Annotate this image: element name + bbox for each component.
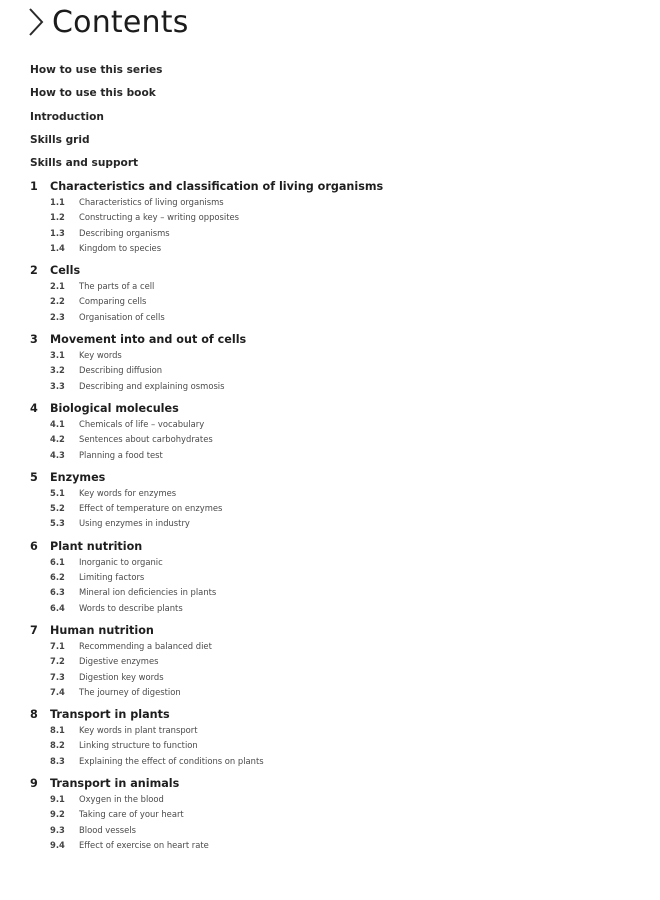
- chapter-7: [30, 622, 383, 706]
- section-list: [30, 348, 383, 394]
- section-title: Kingdom to species: [79, 242, 162, 253]
- section-number: 5.3: [50, 518, 65, 529]
- chapter-number: 1: [30, 180, 38, 193]
- toc-link-skills-and-support[interactable]: Skills and support: [30, 157, 139, 170]
- page-title-text: Contents: [52, 4, 189, 40]
- toc-link-how-to-use-book[interactable]: How to use this book: [30, 87, 156, 100]
- section-number: 3.2: [50, 365, 65, 376]
- chapter-heading[interactable]: [30, 262, 383, 279]
- section-title: Key words in plant transport: [79, 725, 198, 736]
- section-number: 1.1: [50, 197, 65, 207]
- section-link[interactable]: [50, 195, 383, 210]
- section-list: [30, 723, 383, 769]
- section-number: 7.2: [50, 656, 65, 667]
- section-list: [30, 417, 383, 463]
- section-link[interactable]: [50, 570, 383, 585]
- section-title: Explaining the effect of conditions on plants: [79, 755, 264, 766]
- section-link[interactable]: [50, 823, 383, 838]
- section-title: Comparing cells: [79, 296, 147, 307]
- section-link[interactable]: [50, 432, 383, 447]
- toc-link-how-to-use-series[interactable]: How to use this series: [30, 64, 163, 76]
- section-title: Inorganic to organic: [79, 556, 163, 567]
- chapter-number: 7: [30, 623, 38, 637]
- section-link[interactable]: [50, 670, 383, 685]
- chapter-number: 8: [30, 708, 38, 722]
- section-number: 6.2: [50, 572, 65, 583]
- section-title: The parts of a cell: [79, 281, 155, 292]
- section-link[interactable]: [50, 685, 383, 700]
- section-number: 7.3: [50, 671, 65, 682]
- front-matter-list: [30, 62, 162, 178]
- chapter-heading[interactable]: [30, 331, 383, 348]
- section-list: [30, 195, 383, 256]
- section-link[interactable]: [50, 279, 383, 294]
- section-link[interactable]: [50, 379, 383, 394]
- section-title: Digestion key words: [79, 671, 164, 682]
- chapter-number: 6: [30, 539, 38, 553]
- section-link[interactable]: [50, 310, 383, 325]
- section-number: 7.1: [50, 640, 65, 651]
- chapter-heading[interactable]: [30, 400, 383, 417]
- chapter-number: 9: [30, 777, 38, 791]
- section-title: Characteristics of living organisms: [79, 197, 224, 207]
- section-title: Sentences about carbohydrates: [79, 434, 213, 445]
- section-number: 3.3: [50, 380, 65, 391]
- chapter-1: [30, 178, 383, 262]
- chapter-2: [30, 262, 383, 331]
- chapter-list: [30, 178, 383, 859]
- section-list: [30, 555, 383, 616]
- section-title: Effect of exercise on heart rate: [79, 839, 209, 850]
- section-link[interactable]: [50, 723, 383, 738]
- chapter-title: Human nutrition: [50, 623, 154, 637]
- section-list: [30, 639, 383, 700]
- section-link[interactable]: [50, 639, 383, 654]
- section-link[interactable]: [50, 792, 383, 807]
- section-title: Describing diffusion: [79, 365, 163, 376]
- section-number: 2.3: [50, 311, 65, 322]
- section-link[interactable]: [50, 754, 383, 769]
- section-title: Recommending a balanced diet: [79, 640, 212, 651]
- section-link[interactable]: [50, 501, 383, 516]
- chapter-heading[interactable]: [30, 622, 383, 639]
- section-number: 2.2: [50, 296, 65, 307]
- section-number: 4.2: [50, 434, 65, 445]
- section-title: Blood vessels: [79, 824, 136, 835]
- chapter-title: Biological molecules: [50, 401, 179, 415]
- chapter-heading[interactable]: [30, 538, 383, 555]
- section-number: 9.4: [50, 839, 65, 850]
- section-title: Effect of temperature on enzymes: [79, 503, 223, 514]
- chapter-number: 5: [30, 470, 38, 484]
- section-link[interactable]: [50, 555, 383, 570]
- section-link[interactable]: [50, 738, 383, 753]
- chapter-spacer: [30, 853, 383, 859]
- section-number: 7.4: [50, 686, 65, 697]
- chapter-8: [30, 706, 383, 775]
- section-number: 1.4: [50, 242, 65, 253]
- section-link[interactable]: [50, 417, 383, 432]
- section-title: Planning a food test: [79, 449, 163, 460]
- section-number: 1.2: [50, 212, 65, 223]
- section-title: Mineral ion deficiencies in plants: [79, 587, 217, 598]
- section-number: 6.3: [50, 587, 65, 598]
- section-number: 1.3: [50, 227, 65, 238]
- section-number: 8.3: [50, 755, 65, 766]
- toc-link-introduction[interactable]: Introduction: [30, 110, 104, 123]
- chapter-title: Plant nutrition: [50, 539, 143, 553]
- section-title: Constructing a key – writing opposites: [79, 212, 240, 223]
- section-number: 9.2: [50, 809, 65, 820]
- section-number: 8.1: [50, 725, 65, 736]
- section-number: 4.1: [50, 418, 65, 429]
- section-title: Linking structure to function: [79, 740, 198, 751]
- chapter-number: 4: [30, 401, 38, 415]
- section-link[interactable]: [50, 486, 383, 501]
- section-title: Describing organisms: [79, 227, 170, 238]
- section-link[interactable]: [50, 226, 383, 241]
- section-link[interactable]: [50, 601, 383, 616]
- chapter-number: 2: [30, 264, 38, 278]
- section-title: Taking care of your heart: [79, 809, 184, 820]
- chapter-title: Transport in animals: [50, 777, 180, 791]
- chapter-heading[interactable]: [30, 706, 383, 723]
- section-link[interactable]: [50, 516, 383, 531]
- section-title: Words to describe plants: [79, 602, 183, 613]
- section-link[interactable]: [50, 654, 383, 669]
- section-title: Digestive enzymes: [79, 656, 159, 667]
- section-number: 9.1: [50, 794, 65, 805]
- section-number: 8.2: [50, 740, 65, 751]
- section-list: [30, 792, 383, 853]
- chapter-title: Enzymes: [50, 470, 106, 484]
- chapter-heading[interactable]: [30, 469, 383, 486]
- toc-link-skills-grid[interactable]: Skills grid: [30, 133, 90, 146]
- chevron-right-icon: [26, 5, 46, 39]
- chapter-title: Transport in plants: [50, 708, 170, 722]
- section-link[interactable]: [50, 448, 383, 463]
- section-link[interactable]: [50, 210, 383, 225]
- chapter-5: [30, 469, 383, 538]
- page-title: [26, 2, 189, 42]
- section-number: 6.1: [50, 556, 65, 567]
- section-number: 9.3: [50, 824, 65, 835]
- chapter-heading[interactable]: [30, 178, 383, 195]
- chapter-title: Characteristics and classification of living organisms: [50, 180, 384, 193]
- section-number: 6.4: [50, 602, 65, 613]
- section-title: Describing and explaining osmosis: [79, 380, 225, 391]
- chapter-4: [30, 400, 383, 469]
- section-link[interactable]: [50, 838, 383, 853]
- section-title: The journey of digestion: [79, 686, 181, 697]
- section-title: Key words for enzymes: [79, 487, 177, 498]
- section-title: Using enzymes in industry: [79, 518, 190, 529]
- section-link[interactable]: [50, 807, 383, 822]
- chapter-title: Cells: [50, 264, 81, 278]
- section-link[interactable]: [50, 363, 383, 378]
- section-list: [30, 486, 383, 532]
- section-title: Organisation of cells: [79, 311, 165, 322]
- chapter-title: Movement into and out of cells: [50, 333, 247, 347]
- section-title: Key words: [79, 350, 122, 361]
- section-number: 5.2: [50, 503, 65, 514]
- section-title: Limiting factors: [79, 572, 145, 583]
- section-list: [30, 279, 383, 325]
- section-link[interactable]: [50, 241, 383, 256]
- section-number: 2.1: [50, 281, 65, 292]
- section-link[interactable]: [50, 294, 383, 309]
- section-title: Oxygen in the blood: [79, 794, 164, 805]
- chapter-9: [30, 775, 383, 859]
- section-number: 3.1: [50, 350, 65, 361]
- section-link[interactable]: [50, 585, 383, 600]
- section-number: 4.3: [50, 449, 65, 460]
- section-link[interactable]: [50, 348, 383, 363]
- section-number: 5.1: [50, 487, 65, 498]
- chapter-heading[interactable]: [30, 775, 383, 792]
- chapter-3: [30, 331, 383, 400]
- chapter-number: 3: [30, 333, 38, 347]
- chapter-6: [30, 538, 383, 622]
- section-title: Chemicals of life – vocabulary: [79, 418, 205, 429]
